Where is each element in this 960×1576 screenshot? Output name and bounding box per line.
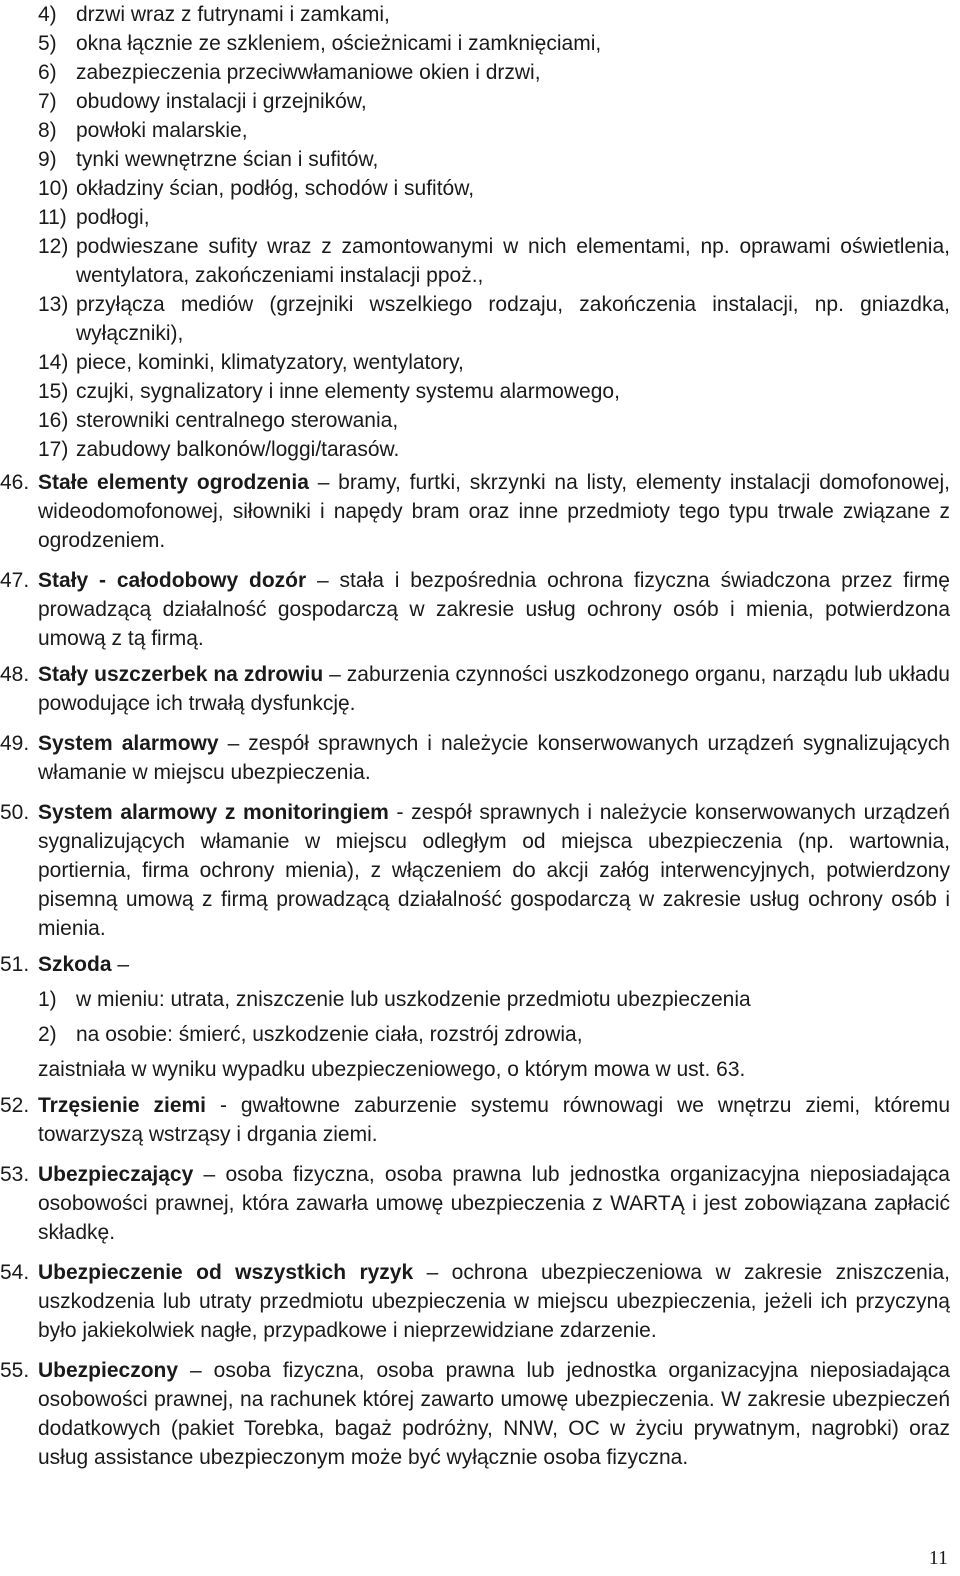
list-item-text: obudowy instalacji i grzejników, (76, 90, 367, 113)
list-item-text: czujki, sygnalizatory i inne elementy systemu alarmowego, (76, 380, 620, 403)
definition-term: System alarmowy (38, 732, 219, 755)
definitions-list (0, 468, 950, 1472)
list-item-text: okładziny ścian, podłóg, schodów i sufitów, (76, 177, 475, 200)
definition-53 (0, 1160, 950, 1247)
definition-text: – stała i bezpośrednia ochrona fizyczna świadczona przez firmę prowadzącą działalność gospodarczą w zakresie usług ochrony osób i mienia, potwierdzona umową z tą firmą. (38, 569, 950, 650)
definition-number: 47. (0, 569, 30, 592)
definition-text: – osoba fizyczna, osoba prawna lub jednostka organizacyjna nieposiadająca osobowości prawnej, na rachunek której zawarto umowę ubezpieczenia. W zakresie ubezpieczeń dodatkowych (pakiet Torebka, bagaż podróżny, NNW, OC w życiu prywatnym, nagrobki) oraz usług assistance ubezpieczonym może być wyłącznie osoba fizyczna. (38, 1359, 950, 1469)
definition-text: – zespół sprawnych i należycie konserwowanych urządzeń sygnalizujących włamanie w miejscu ubezpieczenia. (38, 732, 950, 784)
list-item-number: 6) (38, 61, 57, 84)
definition-term: Szkoda (38, 953, 112, 976)
definition-text: – bramy, furtki, skrzynki na listy, elementy instalacji domofonowej, wideodomofonowej, siłowniki i napędy bram oraz inne przedmioty tego typu trwale związane z ogrodzeniem. (38, 471, 950, 552)
definition-term: Stały uszczerbek na zdrowiu (38, 663, 324, 686)
list-item-number: 13) (38, 293, 69, 316)
definition-number: 51. (0, 953, 30, 976)
definition-54 (0, 1258, 950, 1345)
list-item-text: powłoki malarskie, (76, 119, 248, 142)
list-item-number: 8) (38, 119, 57, 142)
definition-term: Ubezpieczony (38, 1359, 179, 1382)
definition-number: 49. (0, 732, 30, 755)
definition-text: – (111, 953, 130, 976)
list-item-text: na osobie: śmierć, uszkodzenie ciała, rozstrój zdrowia, (76, 1023, 583, 1046)
definition-48 (0, 660, 950, 718)
definition-49 (0, 729, 950, 787)
list-item-number: 14) (38, 351, 69, 374)
definition-52 (0, 1091, 950, 1149)
list-item (38, 985, 950, 1014)
definition-text: - gwałtowne zaburzenie systemu równowagi we wnętrzu ziemi, któremu towarzyszą wstrząsy i drgania ziemi. (38, 1094, 950, 1146)
definition-46 (0, 468, 950, 555)
list-item-text: sterowniki centralnego sterowania, (76, 409, 399, 432)
page-number: 11 (928, 1547, 948, 1569)
definition-text: - zespół sprawnych i należycie konserwowanych urządzeń sygnalizujących włamanie w miejscu odległym od miejsca ubezpieczenia (np. wartownia, portiernia, firma ochrony mienia), z włączeniem do akcji załóg interwencyjnych, potwierdzony pisemną umową z firmą prowadzącą działalność gospodarczą w zakresie usług ochrony osób i mienia. (38, 801, 950, 940)
definition-50 (0, 798, 950, 943)
list-item (38, 435, 950, 464)
definition-number: 48. (0, 663, 30, 686)
list-item-text: podwieszane sufity wraz z zamontowanymi w nich elementami, np. oprawami oświetlenia, wentylatora, zakończeniami instalacji ppoż., (76, 235, 950, 287)
list-item (38, 348, 950, 377)
definition-text: – ochrona ubezpieczeniowa w zakresie zniszczenia, uszkodzenia lub utraty przedmiotu ubezpieczenia w miejscu ubezpieczenia, jeżeli ich przyczyną było jakiekolwiek nagłe, przypadkowe i nieprzewidziane zdarzenie. (38, 1261, 950, 1342)
definition-number: 53. (0, 1163, 30, 1186)
list-item-number: 17) (38, 438, 69, 461)
list-item (38, 29, 950, 58)
definition-number: 50. (0, 801, 30, 824)
definition-term: Stały - całodobowy dozór (38, 569, 307, 592)
list-item-number: 15) (38, 380, 69, 403)
list-item-number: 11) (38, 206, 67, 229)
list-item (38, 290, 950, 348)
list-item-text: tynki wewnętrzne ścian i sufitów, (76, 148, 379, 171)
list-item-number: 5) (38, 32, 57, 55)
list-item (38, 116, 950, 145)
list-item (38, 174, 950, 203)
list-item-text: w mieniu: utrata, zniszczenie lub uszkodzenie przedmiotu ubezpieczenia (76, 988, 751, 1011)
definition-number: 54. (0, 1261, 30, 1284)
definition-number: 52. (0, 1094, 30, 1117)
list-item-text: okna łącznie ze szkleniem, ościeżnicami i zamknięciami, (76, 32, 602, 55)
list-item (38, 58, 950, 87)
definition-number: 55. (0, 1359, 30, 1382)
list-item (38, 87, 950, 116)
definition-number: 46. (0, 471, 30, 494)
list-item-number: 9) (38, 148, 57, 171)
list-item (38, 377, 950, 406)
definition-term: Ubezpieczenie od wszystkich ryzyk (38, 1261, 414, 1284)
list-item-number: 7) (38, 90, 57, 113)
list-item-number: 16) (38, 409, 69, 432)
list-item (38, 1020, 950, 1049)
list-item-text: podłogi, (76, 206, 150, 229)
list-item (38, 232, 950, 290)
sub-list (38, 0, 950, 464)
list-item (38, 0, 950, 29)
list-item-text: piece, kominki, klimatyzatory, wentylatory, (76, 351, 464, 374)
definition-47 (0, 566, 950, 653)
list-item-number: 2) (38, 1023, 57, 1046)
definition-term: Ubezpieczający (38, 1163, 194, 1186)
definition-term: System alarmowy z monitoringiem (38, 801, 389, 824)
definition-term: Trzęsienie ziemi (38, 1094, 207, 1117)
definition-51 (0, 950, 950, 1084)
list-item-number: 10) (38, 177, 69, 200)
list-item-text: zabezpieczenia przeciwwłamaniowe okien i drzwi, (76, 61, 541, 84)
list-item-text: zabudowy balkonów/loggi/tarasów. (76, 438, 400, 461)
list-item (38, 406, 950, 435)
list-item-number: 1) (38, 988, 57, 1011)
list-item-number: 12) (38, 235, 69, 258)
list-item-text: drzwi wraz z futrynami i zamkami, (76, 3, 390, 26)
list-item (38, 203, 950, 232)
list-item (38, 145, 950, 174)
definition-text: – zaburzenia czynności uszkodzonego organu, narządu lub układu powodujące ich trwałą dysfunkcję. (38, 663, 950, 715)
definition-sublist (38, 985, 950, 1049)
definition-term: Stałe elementy ogrodzenia (38, 471, 309, 494)
definition-tail: zaistniała w wyniku wypadku ubezpieczeniowego, o którym mowa w ust. 63. (38, 1058, 746, 1081)
list-item-number: 4) (38, 3, 57, 26)
list-item-text: przyłącza mediów (grzejniki wszelkiego rodzaju, zakończenia instalacji, np. gniazdka, wyłączniki), (76, 293, 950, 345)
definition-55 (0, 1356, 950, 1472)
definition-text: – osoba fizyczna, osoba prawna lub jednostka organizacyjna nieposiadająca osobowości prawnej, która zawarła umowę ubezpieczenia z WARTĄ i jest zobowiązana zapłacić składkę. (38, 1163, 950, 1244)
